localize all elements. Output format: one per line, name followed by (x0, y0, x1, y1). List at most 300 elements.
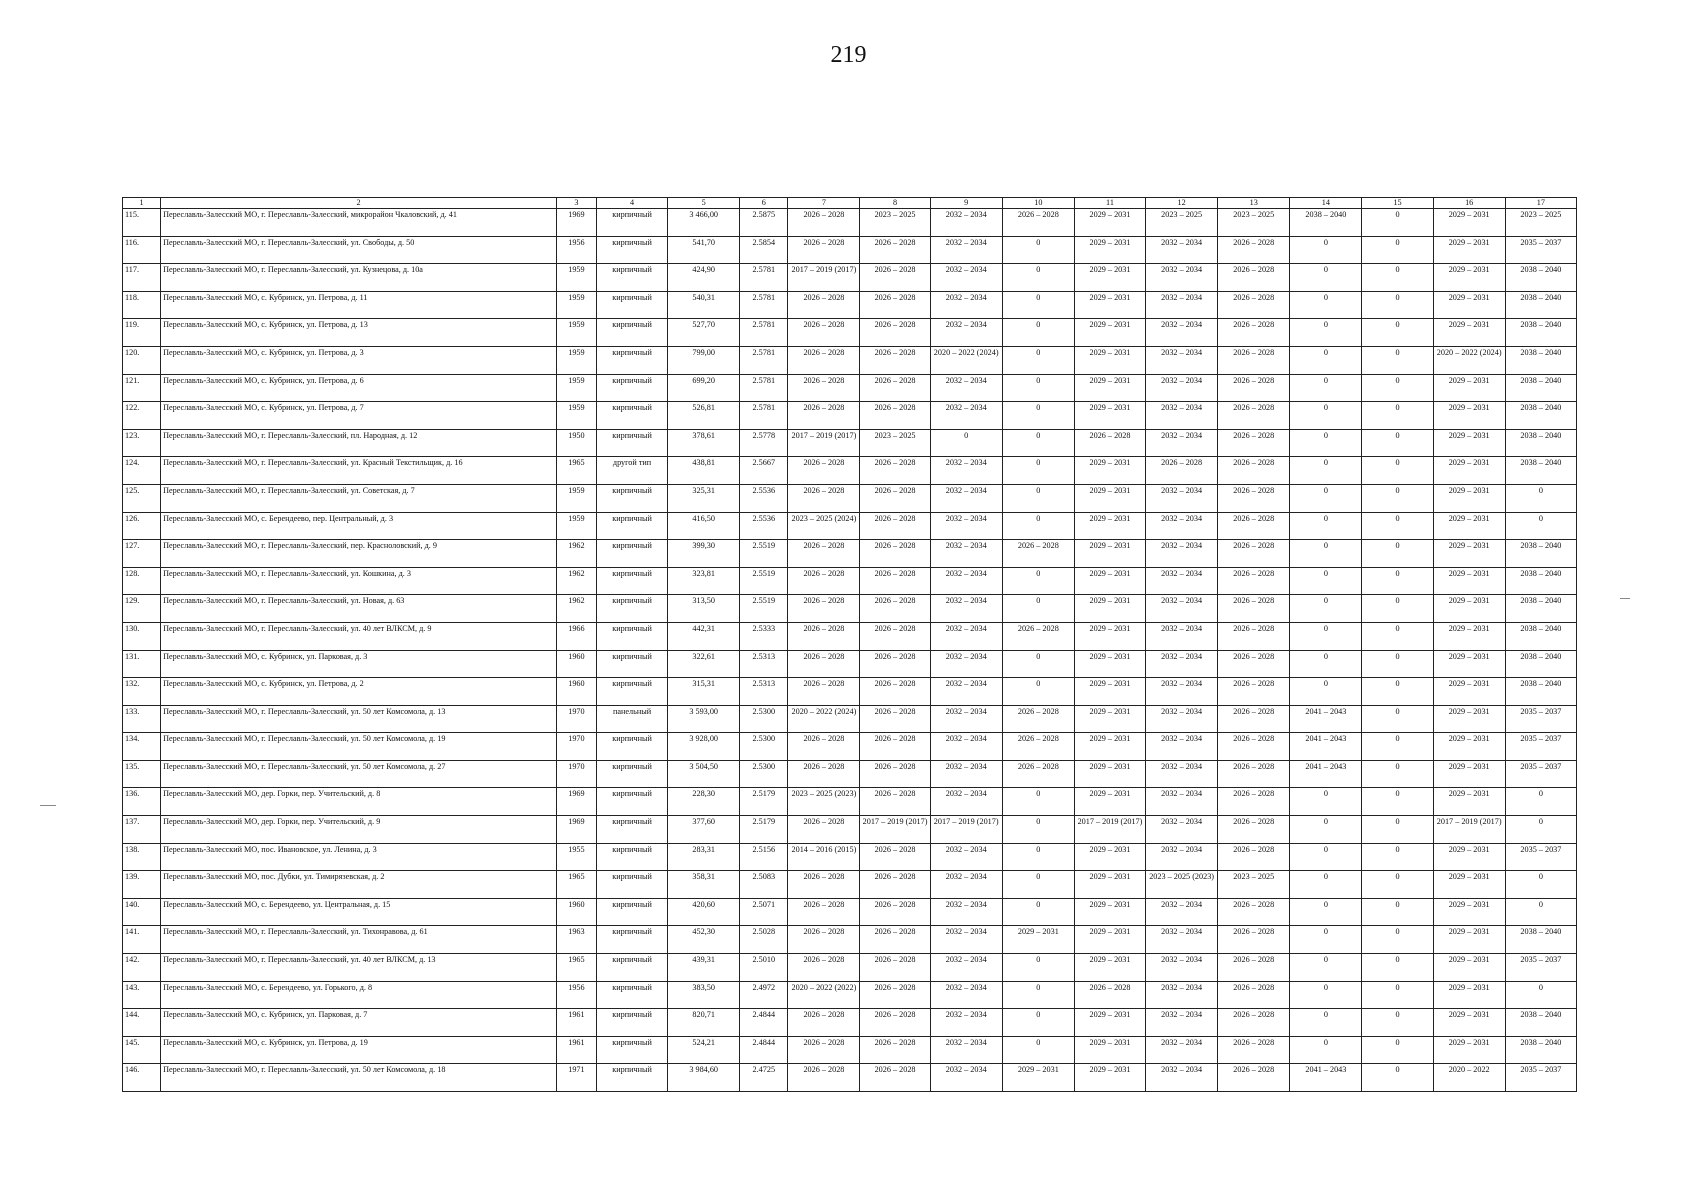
address-cell: Переславль-Залесский МО, г. Переславль-Залесский, ул. Новая, д. 63 (161, 595, 557, 623)
priority-index-cell: 2.5875 (740, 209, 788, 237)
period-col-16-cell: 2029 – 2031 (1433, 484, 1505, 512)
period-col-11-cell: 2029 – 2031 (1074, 264, 1145, 292)
period-col-13-cell: 2026 – 2028 (1218, 457, 1290, 485)
period-col-7-cell: 2026 – 2028 (788, 622, 860, 650)
period-col-17-cell: 0 (1505, 981, 1576, 1009)
period-col-9-cell: 2032 – 2034 (930, 954, 1002, 982)
period-col-16-cell: 2020 – 2022 (2024) (1433, 346, 1505, 374)
year-cell: 1959 (556, 512, 596, 540)
period-col-11-cell: 2029 – 2031 (1074, 760, 1145, 788)
year-cell: 1961 (556, 1009, 596, 1037)
period-col-12-cell: 2032 – 2034 (1146, 402, 1218, 430)
period-col-14-cell: 2041 – 2043 (1290, 705, 1362, 733)
priority-index-cell: 2.5781 (740, 374, 788, 402)
year-cell: 1969 (556, 209, 596, 237)
period-col-7-cell: 2026 – 2028 (788, 954, 860, 982)
period-col-8-cell: 2023 – 2025 (860, 209, 930, 237)
period-col-10-cell: 0 (1002, 595, 1074, 623)
table-row (123, 291, 1577, 319)
period-col-12-cell: 2032 – 2034 (1146, 622, 1218, 650)
period-col-7-cell: 2026 – 2028 (788, 1009, 860, 1037)
wall-material-cell: кирпичный (596, 264, 667, 292)
address-cell: Переславль-Залесский МО, г. Переславль-Залесский, ул. 50 лет Комсомола, д. 27 (161, 760, 557, 788)
period-col-11-cell: 2029 – 2031 (1074, 374, 1145, 402)
period-col-15-cell: 0 (1362, 816, 1433, 844)
year-cell: 1963 (556, 926, 596, 954)
year-cell: 1965 (556, 457, 596, 485)
period-col-8-cell: 2026 – 2028 (860, 650, 930, 678)
period-col-9-cell: 2032 – 2034 (930, 871, 1002, 899)
period-col-17-cell: 0 (1505, 871, 1576, 899)
column-number-header: 3 (556, 198, 596, 209)
year-cell: 1965 (556, 954, 596, 982)
address-cell: Переславль-Залесский МО, с. Кубринск, ул. Петрова, д. 2 (161, 678, 557, 706)
table-row (123, 1009, 1577, 1037)
address-cell: Переславль-Залесский МО, дер. Горки, пер. Учительский, д. 8 (161, 788, 557, 816)
period-col-7-cell: 2026 – 2028 (788, 457, 860, 485)
period-col-11-cell: 2029 – 2031 (1074, 484, 1145, 512)
priority-index-cell: 2.4844 (740, 1009, 788, 1037)
period-col-11-cell: 2029 – 2031 (1074, 209, 1145, 237)
period-col-13-cell: 2026 – 2028 (1218, 705, 1290, 733)
period-col-17-cell: 2038 – 2040 (1505, 319, 1576, 347)
area-cell: 3 593,00 (668, 705, 740, 733)
period-col-7-cell: 2026 – 2028 (788, 402, 860, 430)
address-cell: Переславль-Залесский МО, с. Кубринск, ул. Парковая, д. 3 (161, 650, 557, 678)
area-cell: 3 928,00 (668, 733, 740, 761)
wall-material-cell: кирпичный (596, 484, 667, 512)
period-col-13-cell: 2026 – 2028 (1218, 843, 1290, 871)
row-number-cell: 127. (123, 540, 161, 568)
period-col-14-cell: 0 (1290, 457, 1362, 485)
period-col-12-cell: 2032 – 2034 (1146, 816, 1218, 844)
period-col-10-cell: 0 (1002, 402, 1074, 430)
period-col-15-cell: 0 (1362, 760, 1433, 788)
period-col-13-cell: 2026 – 2028 (1218, 540, 1290, 568)
wall-material-cell: кирпичный (596, 871, 667, 899)
wall-material-cell: кирпичный (596, 595, 667, 623)
priority-index-cell: 2.4844 (740, 1036, 788, 1064)
period-col-11-cell: 2029 – 2031 (1074, 788, 1145, 816)
period-col-8-cell: 2026 – 2028 (860, 871, 930, 899)
period-col-8-cell: 2026 – 2028 (860, 733, 930, 761)
priority-index-cell: 2.5519 (740, 595, 788, 623)
period-col-9-cell: 2032 – 2034 (930, 374, 1002, 402)
column-number-header: 12 (1146, 198, 1218, 209)
period-col-10-cell: 0 (1002, 981, 1074, 1009)
row-number-cell: 141. (123, 926, 161, 954)
period-col-12-cell: 2032 – 2034 (1146, 843, 1218, 871)
area-cell: 228,30 (668, 788, 740, 816)
priority-index-cell: 2.5300 (740, 733, 788, 761)
year-cell: 1950 (556, 429, 596, 457)
period-col-8-cell: 2026 – 2028 (860, 760, 930, 788)
wall-material-cell: кирпичный (596, 374, 667, 402)
column-number-header: 4 (596, 198, 667, 209)
year-cell: 1970 (556, 760, 596, 788)
period-col-14-cell: 2041 – 2043 (1290, 1064, 1362, 1092)
address-cell: Переславль-Залесский МО, г. Переславль-Залесский, ул. 40 лет ВЛКСМ, д. 9 (161, 622, 557, 650)
wall-material-cell: кирпичный (596, 1064, 667, 1092)
period-col-13-cell: 2026 – 2028 (1218, 733, 1290, 761)
period-col-9-cell: 2032 – 2034 (930, 567, 1002, 595)
period-col-16-cell: 2029 – 2031 (1433, 319, 1505, 347)
period-col-7-cell: 2017 – 2019 (2017) (788, 429, 860, 457)
period-col-11-cell: 2029 – 2031 (1074, 1009, 1145, 1037)
period-col-9-cell: 2032 – 2034 (930, 291, 1002, 319)
column-number-header: 2 (161, 198, 557, 209)
period-col-9-cell: 2032 – 2034 (930, 1009, 1002, 1037)
column-number-header: 16 (1433, 198, 1505, 209)
period-col-11-cell: 2029 – 2031 (1074, 595, 1145, 623)
period-col-17-cell: 2038 – 2040 (1505, 650, 1576, 678)
period-col-11-cell: 2029 – 2031 (1074, 540, 1145, 568)
period-col-16-cell: 2029 – 2031 (1433, 1036, 1505, 1064)
period-col-16-cell: 2029 – 2031 (1433, 843, 1505, 871)
area-cell: 820,71 (668, 1009, 740, 1037)
period-col-15-cell: 0 (1362, 788, 1433, 816)
table-row (123, 264, 1577, 292)
period-col-9-cell: 2032 – 2034 (930, 760, 1002, 788)
priority-index-cell: 2.5781 (740, 346, 788, 374)
period-col-8-cell: 2026 – 2028 (860, 264, 930, 292)
priority-index-cell: 2.5071 (740, 898, 788, 926)
period-col-10-cell: 0 (1002, 816, 1074, 844)
period-col-8-cell: 2026 – 2028 (860, 457, 930, 485)
period-col-11-cell: 2029 – 2031 (1074, 843, 1145, 871)
area-cell: 526,81 (668, 402, 740, 430)
period-col-15-cell: 0 (1362, 291, 1433, 319)
year-cell: 1959 (556, 264, 596, 292)
period-col-14-cell: 2038 – 2040 (1290, 209, 1362, 237)
period-col-8-cell: 2026 – 2028 (860, 898, 930, 926)
period-col-9-cell: 2032 – 2034 (930, 705, 1002, 733)
period-col-16-cell: 2029 – 2031 (1433, 954, 1505, 982)
year-cell: 1969 (556, 816, 596, 844)
period-col-7-cell: 2026 – 2028 (788, 484, 860, 512)
area-cell: 358,31 (668, 871, 740, 899)
period-col-12-cell: 2026 – 2028 (1146, 457, 1218, 485)
table-row (123, 457, 1577, 485)
period-col-17-cell: 2035 – 2037 (1505, 843, 1576, 871)
period-col-16-cell: 2029 – 2031 (1433, 209, 1505, 237)
area-cell: 438,81 (668, 457, 740, 485)
year-cell: 1962 (556, 540, 596, 568)
priority-index-cell: 2.5179 (740, 816, 788, 844)
period-col-16-cell: 2029 – 2031 (1433, 981, 1505, 1009)
address-cell: Переславль-Залесский МО, с. Кубринск, ул. Петрова, д. 11 (161, 291, 557, 319)
period-col-10-cell: 2029 – 2031 (1002, 926, 1074, 954)
row-number-cell: 120. (123, 346, 161, 374)
period-col-8-cell: 2026 – 2028 (860, 1064, 930, 1092)
period-col-10-cell: 0 (1002, 788, 1074, 816)
row-number-cell: 145. (123, 1036, 161, 1064)
area-cell: 399,30 (668, 540, 740, 568)
column-number-header: 17 (1505, 198, 1576, 209)
period-col-16-cell: 2029 – 2031 (1433, 678, 1505, 706)
period-col-11-cell: 2029 – 2031 (1074, 871, 1145, 899)
period-col-9-cell: 2032 – 2034 (930, 209, 1002, 237)
table-row (123, 705, 1577, 733)
period-col-14-cell: 0 (1290, 898, 1362, 926)
priority-index-cell: 2.5333 (740, 622, 788, 650)
period-col-17-cell: 0 (1505, 484, 1576, 512)
period-col-13-cell: 2026 – 2028 (1218, 898, 1290, 926)
table-row (123, 374, 1577, 402)
priority-index-cell: 2.5179 (740, 788, 788, 816)
area-cell: 439,31 (668, 954, 740, 982)
priority-index-cell: 2.4972 (740, 981, 788, 1009)
period-col-15-cell: 0 (1362, 678, 1433, 706)
table-row (123, 540, 1577, 568)
row-number-cell: 131. (123, 650, 161, 678)
address-cell: Переславль-Залесский МО, г. Переславль-Залесский, ул. Свободы, д. 50 (161, 236, 557, 264)
period-col-10-cell: 2026 – 2028 (1002, 705, 1074, 733)
period-col-7-cell: 2026 – 2028 (788, 898, 860, 926)
period-col-7-cell: 2026 – 2028 (788, 595, 860, 623)
table-row (123, 346, 1577, 374)
year-cell: 1959 (556, 346, 596, 374)
priority-index-cell: 2.5083 (740, 871, 788, 899)
period-col-16-cell: 2029 – 2031 (1433, 236, 1505, 264)
period-col-15-cell: 0 (1362, 650, 1433, 678)
address-cell: Переславль-Залесский МО, г. Переславль-Залесский, пер. Красноловский, д. 9 (161, 540, 557, 568)
priority-index-cell: 2.5667 (740, 457, 788, 485)
period-col-9-cell: 2032 – 2034 (930, 622, 1002, 650)
address-cell: Переславль-Залесский МО, с. Кубринск, ул. Петрова, д. 3 (161, 346, 557, 374)
period-col-17-cell: 0 (1505, 788, 1576, 816)
row-number-cell: 136. (123, 788, 161, 816)
period-col-17-cell: 2035 – 2037 (1505, 954, 1576, 982)
area-cell: 424,90 (668, 264, 740, 292)
address-cell: Переславль-Залесский МО, г. Переславль-Залесский, ул. Красный Текстильщик, д. 16 (161, 457, 557, 485)
row-number-cell: 139. (123, 871, 161, 899)
period-col-7-cell: 2026 – 2028 (788, 816, 860, 844)
period-col-11-cell: 2029 – 2031 (1074, 457, 1145, 485)
period-col-14-cell: 0 (1290, 788, 1362, 816)
wall-material-cell: кирпичный (596, 236, 667, 264)
period-col-10-cell: 0 (1002, 871, 1074, 899)
priority-index-cell: 2.5781 (740, 402, 788, 430)
table-row (123, 622, 1577, 650)
area-cell: 313,50 (668, 595, 740, 623)
period-col-15-cell: 0 (1362, 622, 1433, 650)
wall-material-cell: кирпичный (596, 291, 667, 319)
table-row (123, 733, 1577, 761)
period-col-7-cell: 2026 – 2028 (788, 346, 860, 374)
period-col-15-cell: 0 (1362, 457, 1433, 485)
schedule-table (122, 197, 1577, 1092)
period-col-13-cell: 2026 – 2028 (1218, 954, 1290, 982)
period-col-15-cell: 0 (1362, 540, 1433, 568)
period-col-7-cell: 2026 – 2028 (788, 567, 860, 595)
period-col-16-cell: 2029 – 2031 (1433, 374, 1505, 402)
period-col-14-cell: 0 (1290, 650, 1362, 678)
period-col-8-cell: 2026 – 2028 (860, 981, 930, 1009)
period-col-14-cell: 2041 – 2043 (1290, 733, 1362, 761)
period-col-9-cell: 2032 – 2034 (930, 540, 1002, 568)
period-col-16-cell: 2020 – 2022 (1433, 1064, 1505, 1092)
address-cell: Переславль-Залесский МО, с. Берендеево, ул. Центральная, д. 15 (161, 898, 557, 926)
period-col-17-cell: 2038 – 2040 (1505, 926, 1576, 954)
period-col-17-cell: 2038 – 2040 (1505, 678, 1576, 706)
period-col-10-cell: 0 (1002, 567, 1074, 595)
address-cell: Переславль-Залесский МО, с. Берендеево, пер. Центральный, д. 3 (161, 512, 557, 540)
period-col-15-cell: 0 (1362, 981, 1433, 1009)
period-col-17-cell: 2038 – 2040 (1505, 1036, 1576, 1064)
period-col-13-cell: 2026 – 2028 (1218, 595, 1290, 623)
period-col-12-cell: 2032 – 2034 (1146, 650, 1218, 678)
year-cell: 1960 (556, 678, 596, 706)
period-col-11-cell: 2029 – 2031 (1074, 236, 1145, 264)
period-col-10-cell: 0 (1002, 346, 1074, 374)
period-col-17-cell: 0 (1505, 512, 1576, 540)
address-cell: Переславль-Залесский МО, с. Кубринск, ул. Петрова, д. 7 (161, 402, 557, 430)
period-col-17-cell: 2038 – 2040 (1505, 374, 1576, 402)
period-col-13-cell: 2026 – 2028 (1218, 236, 1290, 264)
period-col-12-cell: 2032 – 2034 (1146, 236, 1218, 264)
address-cell: Переславль-Залесский МО, г. Переславль-Залесский, микрорайон Чкаловский, д. 41 (161, 209, 557, 237)
period-col-10-cell: 2026 – 2028 (1002, 540, 1074, 568)
table-row (123, 981, 1577, 1009)
wall-material-cell: кирпичный (596, 926, 667, 954)
period-col-17-cell: 2038 – 2040 (1505, 540, 1576, 568)
period-col-14-cell: 0 (1290, 622, 1362, 650)
year-cell: 1959 (556, 402, 596, 430)
year-cell: 1960 (556, 898, 596, 926)
period-col-9-cell: 2032 – 2034 (930, 788, 1002, 816)
period-col-8-cell: 2026 – 2028 (860, 595, 930, 623)
address-cell: Переславль-Залесский МО, с. Кубринск, ул. Петрова, д. 13 (161, 319, 557, 347)
schedule-table-wrapper (122, 197, 1577, 1092)
period-col-14-cell: 0 (1290, 484, 1362, 512)
wall-material-cell: кирпичный (596, 816, 667, 844)
period-col-14-cell: 0 (1290, 291, 1362, 319)
period-col-11-cell: 2029 – 2031 (1074, 346, 1145, 374)
period-col-9-cell: 2032 – 2034 (930, 650, 1002, 678)
period-col-11-cell: 2029 – 2031 (1074, 291, 1145, 319)
period-col-9-cell: 2032 – 2034 (930, 981, 1002, 1009)
period-col-12-cell: 2032 – 2034 (1146, 1036, 1218, 1064)
area-cell: 325,31 (668, 484, 740, 512)
period-col-17-cell: 2035 – 2037 (1505, 1064, 1576, 1092)
row-number-cell: 132. (123, 678, 161, 706)
area-cell: 283,31 (668, 843, 740, 871)
period-col-14-cell: 0 (1290, 1009, 1362, 1037)
period-col-16-cell: 2029 – 2031 (1433, 622, 1505, 650)
period-col-10-cell: 0 (1002, 678, 1074, 706)
year-cell: 1962 (556, 567, 596, 595)
period-col-12-cell: 2032 – 2034 (1146, 954, 1218, 982)
wall-material-cell: кирпичный (596, 209, 667, 237)
area-cell: 3 504,50 (668, 760, 740, 788)
period-col-13-cell: 2026 – 2028 (1218, 512, 1290, 540)
wall-material-cell: кирпичный (596, 319, 667, 347)
row-number-cell: 143. (123, 981, 161, 1009)
period-col-16-cell: 2029 – 2031 (1433, 760, 1505, 788)
wall-material-cell: кирпичный (596, 567, 667, 595)
period-col-9-cell: 2032 – 2034 (930, 926, 1002, 954)
period-col-14-cell: 0 (1290, 429, 1362, 457)
row-number-cell: 123. (123, 429, 161, 457)
period-col-14-cell: 0 (1290, 954, 1362, 982)
period-col-8-cell: 2026 – 2028 (860, 954, 930, 982)
period-col-14-cell: 0 (1290, 567, 1362, 595)
period-col-16-cell: 2029 – 2031 (1433, 429, 1505, 457)
period-col-15-cell: 0 (1362, 346, 1433, 374)
period-col-14-cell: 0 (1290, 871, 1362, 899)
period-col-12-cell: 2032 – 2034 (1146, 264, 1218, 292)
row-number-cell: 122. (123, 402, 161, 430)
period-col-11-cell: 2029 – 2031 (1074, 678, 1145, 706)
period-col-11-cell: 2029 – 2031 (1074, 926, 1145, 954)
period-col-13-cell: 2026 – 2028 (1218, 926, 1290, 954)
year-cell: 1969 (556, 788, 596, 816)
wall-material-cell: кирпичный (596, 898, 667, 926)
column-number-header: 14 (1290, 198, 1362, 209)
period-col-7-cell: 2020 – 2022 (2024) (788, 705, 860, 733)
table-row (123, 954, 1577, 982)
year-cell: 1959 (556, 291, 596, 319)
row-number-cell: 125. (123, 484, 161, 512)
period-col-14-cell: 0 (1290, 678, 1362, 706)
period-col-8-cell: 2026 – 2028 (860, 788, 930, 816)
period-col-17-cell: 2023 – 2025 (1505, 209, 1576, 237)
period-col-11-cell: 2029 – 2031 (1074, 898, 1145, 926)
period-col-13-cell: 2026 – 2028 (1218, 484, 1290, 512)
wall-material-cell: другой тип (596, 457, 667, 485)
period-col-17-cell: 2038 – 2040 (1505, 264, 1576, 292)
wall-material-cell: кирпичный (596, 1009, 667, 1037)
period-col-12-cell: 2032 – 2034 (1146, 926, 1218, 954)
table-row (123, 871, 1577, 899)
table-row (123, 1064, 1577, 1092)
table-row (123, 567, 1577, 595)
address-cell: Переславль-Залесский МО, с. Берендеево, ул. Горького, д. 8 (161, 981, 557, 1009)
period-col-14-cell: 0 (1290, 402, 1362, 430)
period-col-13-cell: 2026 – 2028 (1218, 429, 1290, 457)
period-col-11-cell: 2029 – 2031 (1074, 402, 1145, 430)
period-col-8-cell: 2026 – 2028 (860, 1009, 930, 1037)
period-col-7-cell: 2026 – 2028 (788, 1064, 860, 1092)
period-col-9-cell: 2017 – 2019 (2017) (930, 816, 1002, 844)
period-col-16-cell: 2029 – 2031 (1433, 733, 1505, 761)
row-number-cell: 119. (123, 319, 161, 347)
period-col-8-cell: 2026 – 2028 (860, 236, 930, 264)
area-cell: 3 466,00 (668, 209, 740, 237)
area-cell: 377,60 (668, 816, 740, 844)
row-number-cell: 121. (123, 374, 161, 402)
period-col-10-cell: 0 (1002, 1009, 1074, 1037)
period-col-8-cell: 2026 – 2028 (860, 319, 930, 347)
period-col-10-cell: 0 (1002, 374, 1074, 402)
address-cell: Переславль-Залесский МО, дер. Горки, пер. Учительский, д. 9 (161, 816, 557, 844)
period-col-10-cell: 0 (1002, 457, 1074, 485)
period-col-7-cell: 2023 – 2025 (2024) (788, 512, 860, 540)
period-col-7-cell: 2023 – 2025 (2023) (788, 788, 860, 816)
period-col-14-cell: 0 (1290, 1036, 1362, 1064)
period-col-12-cell: 2032 – 2034 (1146, 705, 1218, 733)
period-col-17-cell: 2038 – 2040 (1505, 429, 1576, 457)
period-col-14-cell: 0 (1290, 843, 1362, 871)
address-cell: Переславль-Залесский МО, пос. Ивановское, ул. Ленина, д. 3 (161, 843, 557, 871)
period-col-9-cell: 2032 – 2034 (930, 457, 1002, 485)
period-col-16-cell: 2029 – 2031 (1433, 457, 1505, 485)
period-col-8-cell: 2026 – 2028 (860, 567, 930, 595)
period-col-16-cell: 2029 – 2031 (1433, 788, 1505, 816)
year-cell: 1965 (556, 871, 596, 899)
period-col-8-cell: 2026 – 2028 (860, 678, 930, 706)
